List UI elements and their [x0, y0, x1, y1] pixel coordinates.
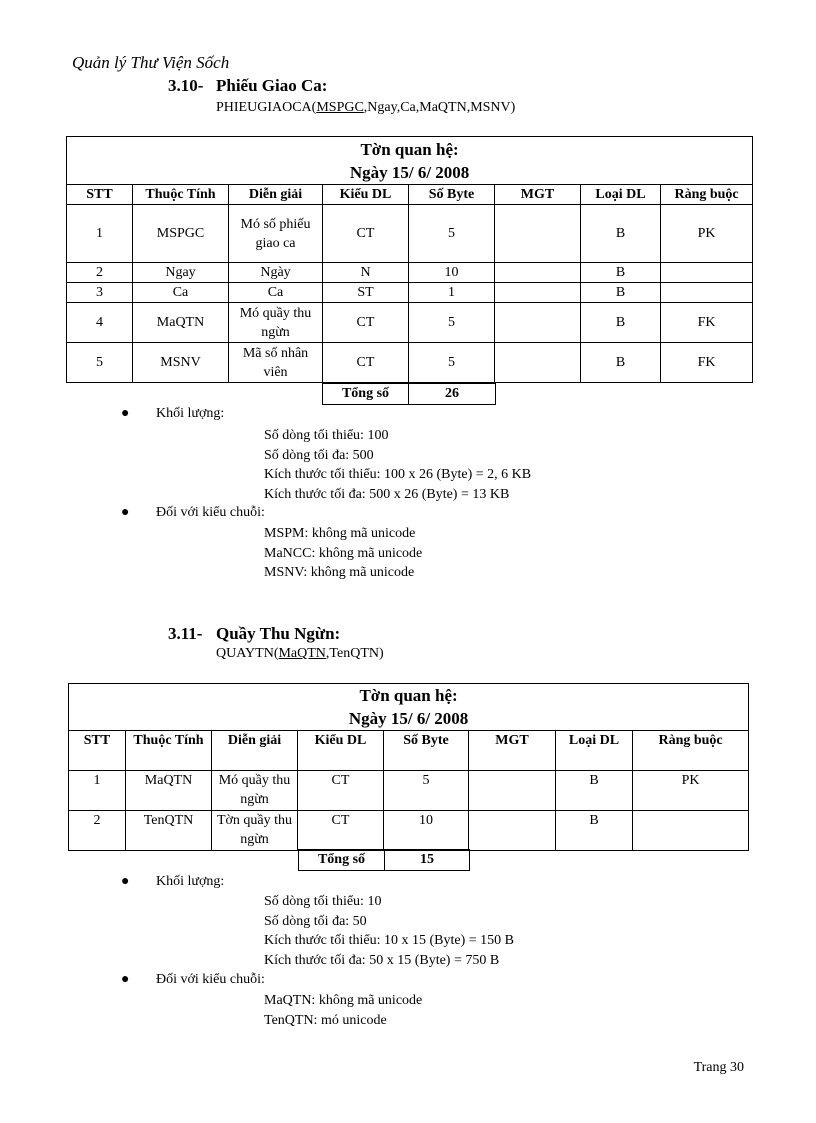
column-header: Diễn giải	[229, 185, 323, 205]
cell-bytes: 10	[409, 263, 495, 283]
bullet-text: Khối lượng:	[156, 406, 225, 421]
section-title-text: Phiếu Giao Ca:	[216, 76, 328, 95]
total-row	[298, 849, 470, 871]
cell-attr: Ngay	[133, 263, 229, 283]
column-header: Ràng buộc	[633, 731, 749, 771]
cell-cons	[661, 283, 753, 303]
column-header: Diễn giải	[212, 731, 298, 771]
column-header: Kiểu DL	[298, 731, 384, 771]
bullet-text: Khối lượng:	[156, 874, 225, 889]
cell-stt: 3	[67, 283, 133, 303]
document-header: Quản lý Thư Viện Sốch	[72, 53, 230, 72]
table-row	[67, 283, 753, 303]
detail-line: MaQTN: không mã unicode	[264, 993, 423, 1008]
cell-mgt	[495, 303, 581, 343]
cell-mgt	[495, 263, 581, 283]
cell-kind: B	[581, 283, 661, 303]
cell-desc: Mã số nhân viên	[229, 343, 323, 383]
detail-line: Số dòng tối thiểu: 100	[264, 428, 389, 443]
cell-bytes: 5	[409, 343, 495, 383]
cell-cons: FK	[661, 303, 753, 343]
cell-kind: B	[581, 303, 661, 343]
bullet-volume	[121, 406, 225, 422]
cell-bytes: 1	[409, 283, 495, 303]
cell-type: CT	[298, 811, 384, 851]
section-number: 3.11-	[168, 624, 203, 643]
cell-type: CT	[298, 771, 384, 811]
total-value: 15	[385, 850, 470, 871]
cell-mgt	[495, 205, 581, 263]
bullet-strings	[121, 505, 265, 521]
total-row	[322, 383, 496, 405]
total-label: Tổng số	[323, 384, 409, 405]
detail-line: Kích thước tối thiểu: 10 x 15 (Byte) = 150 B	[264, 933, 514, 948]
column-header: Số Byte	[409, 185, 495, 205]
detail-line: Số dòng tối đa: 500	[264, 447, 374, 463]
column-header: Ràng buộc	[661, 185, 753, 205]
caption-relation: Tờn quan hệ:	[360, 139, 459, 159]
detail-line: Số dòng tối đa: 50	[264, 913, 367, 929]
cell-cons: FK	[661, 343, 753, 383]
cell-mgt	[495, 283, 581, 303]
detail-line: Kích thước tối thiểu: 100 x 26 (Byte) = 2, 6 KB	[264, 467, 532, 482]
cell-bytes: 5	[409, 205, 495, 263]
column-header: Kiểu DL	[323, 185, 409, 205]
bullet-dot-icon: ●	[121, 874, 130, 889]
detail-line: TenQTN: mó unicode	[264, 1012, 387, 1028]
detail-line: MaNCC: không mã unicode	[264, 545, 423, 561]
cell-stt: 2	[69, 811, 126, 851]
cell-stt: 5	[67, 343, 133, 383]
cell-kind: B	[581, 205, 661, 263]
column-header: Thuộc Tính	[133, 185, 229, 205]
schema-attributes: ,Ngay,Ca,MaQTN,MSNV)	[363, 100, 516, 115]
cell-attr: MSPGC	[133, 205, 229, 263]
column-header: Loại DL	[556, 731, 633, 771]
table-row	[67, 263, 753, 283]
cell-type: CT	[323, 343, 409, 383]
detail-line: MSPM: không mã unicode	[264, 526, 416, 541]
cell-attr: MSNV	[133, 343, 229, 383]
cell-cons: PK	[633, 771, 749, 811]
cell-type: N	[323, 263, 409, 283]
cell-kind: B	[556, 811, 633, 851]
cell-kind: B	[581, 343, 661, 383]
cell-attr: MaQTN	[133, 303, 229, 343]
table-row	[69, 811, 749, 851]
cell-stt: 2	[67, 263, 133, 283]
volume-details	[264, 892, 514, 970]
table-caption	[69, 684, 749, 731]
cell-cons	[633, 811, 749, 851]
table-row	[67, 343, 753, 383]
detail-line: Số dòng tối thiểu: 10	[264, 894, 382, 909]
bullet-dot-icon: ●	[121, 505, 130, 520]
schema-primary-key: MSPGC	[316, 100, 364, 115]
table-header-row	[67, 185, 753, 205]
table-row	[67, 205, 753, 263]
column-header: MGT	[495, 185, 581, 205]
cell-type: ST	[323, 283, 409, 303]
cell-bytes: 10	[384, 811, 469, 851]
relation-table-phieugiaoca	[66, 136, 753, 383]
bullet-strings	[121, 972, 265, 988]
table-row	[67, 303, 753, 343]
cell-mgt	[469, 771, 556, 811]
cell-stt: 4	[67, 303, 133, 343]
cell-cons	[661, 263, 753, 283]
cell-bytes: 5	[409, 303, 495, 343]
table-header-row	[69, 731, 749, 771]
detail-line: Kích thước tối đa: 500 x 26 (Byte) = 13 KB	[264, 486, 510, 502]
cell-desc: Tờn quầy thu ngừn	[212, 811, 298, 851]
cell-type: CT	[323, 303, 409, 343]
volume-details	[264, 426, 531, 504]
caption-date: Ngày 15/ 6/ 2008	[349, 162, 470, 182]
schema-name: QUAYTN(	[216, 646, 279, 661]
relation-table-quaytn	[68, 683, 749, 851]
cell-kind: B	[556, 771, 633, 811]
column-header: STT	[67, 185, 133, 205]
cell-cons: PK	[661, 205, 753, 263]
total-label: Tổng số	[299, 850, 385, 871]
section-title-3-10	[168, 76, 327, 96]
bullet-volume	[121, 874, 225, 890]
cell-desc: Mó quầy thu ngừn	[212, 771, 298, 811]
cell-bytes: 5	[384, 771, 469, 811]
table-row	[69, 771, 749, 811]
cell-attr: MaQTN	[126, 771, 212, 811]
schema-primary-key: MaQTN	[278, 646, 326, 661]
bullet-dot-icon: ●	[121, 406, 130, 421]
cell-mgt	[495, 343, 581, 383]
cell-mgt	[469, 811, 556, 851]
relation-schema	[216, 100, 515, 116]
cell-desc: Mó số phiếu giao ca	[229, 205, 323, 263]
section-number: 3.10-	[168, 76, 204, 95]
string-details	[264, 524, 422, 583]
page-number: Trang 30	[693, 1060, 744, 1075]
caption-date: Ngày 15/ 6/ 2008	[348, 709, 469, 728]
cell-desc: Mó quầy thu ngừn	[229, 303, 323, 343]
column-header: Thuộc Tính	[126, 731, 212, 771]
section-title-3-11	[168, 624, 340, 644]
section-title-text: Quầy Thu Ngừn:	[216, 624, 341, 643]
total-value: 26	[409, 384, 496, 405]
cell-stt: 1	[67, 205, 133, 263]
cell-desc: Ca	[229, 283, 323, 303]
column-header: Loại DL	[581, 185, 661, 205]
cell-attr: TenQTN	[126, 811, 212, 851]
schema-attributes: ,TenQTN)	[325, 646, 384, 661]
cell-desc: Ngày	[229, 263, 323, 283]
detail-line: MSNV: không mã unicode	[264, 565, 415, 580]
caption-relation: Tờn quan hệ:	[359, 686, 458, 705]
bullet-text: Đối với kiểu chuỗi:	[156, 505, 265, 520]
cell-attr: Ca	[133, 283, 229, 303]
cell-stt: 1	[69, 771, 126, 811]
bullet-dot-icon: ●	[121, 972, 130, 987]
cell-kind: B	[581, 263, 661, 283]
bullet-text: Đối với kiểu chuỗi:	[156, 972, 265, 987]
string-details	[264, 991, 422, 1030]
schema-name: PHIEUGIAOCA(	[216, 100, 317, 115]
cell-type: CT	[323, 205, 409, 263]
column-header: STT	[69, 731, 126, 771]
column-header: Số Byte	[384, 731, 469, 771]
column-header: MGT	[469, 731, 556, 771]
relation-schema	[216, 646, 384, 662]
table-caption	[67, 137, 753, 185]
detail-line: Kích thước tối đa: 50 x 15 (Byte) = 750 B	[264, 952, 500, 968]
